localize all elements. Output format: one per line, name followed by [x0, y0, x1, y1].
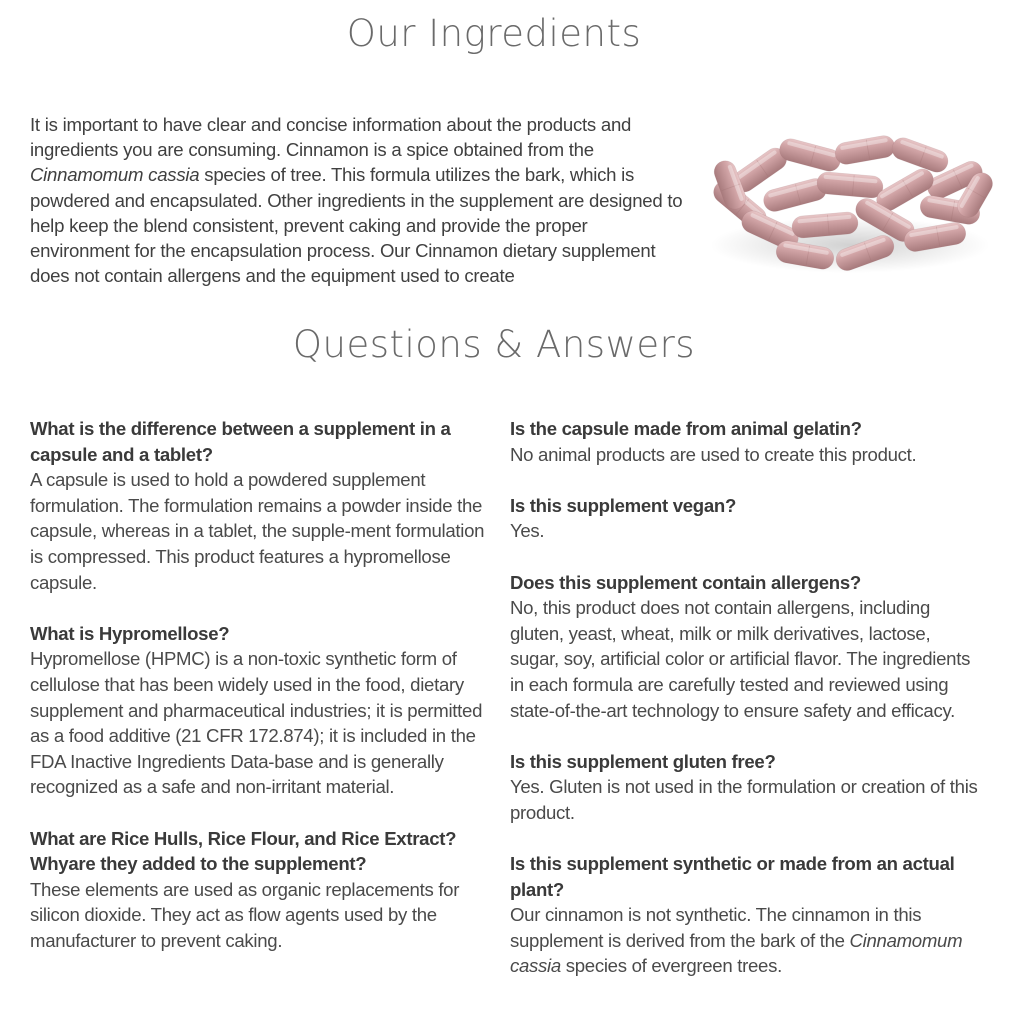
qa-title: Questions & Answers [292, 323, 696, 366]
qa-item [510, 416, 980, 467]
capsule-shape [777, 136, 843, 173]
capsules-image [700, 125, 1000, 275]
qa-left-column [30, 416, 490, 979]
intro-text-2: species of tree. This formula utilizes the bark, which is powdered and encapsulated. Other ingredients in the supplement are designed to help keep the blend consistent, prevent caking and provide the proper environment for the encapsulation process. Our Cinnamon dietary supplement does not contain allergens and the equipment used to create [30, 164, 683, 287]
answer-text-1: Our cinnamon is not synthetic. The cinnamon in this supplement is derived from the bark of the [510, 904, 922, 951]
qa-question: Is this supplement synthetic or made from an actual plant? [510, 853, 955, 900]
qa-question: What is the difference between a supplement in a capsule and a tablet? [30, 418, 451, 465]
qa-question: Is this supplement vegan? [510, 494, 737, 516]
qa-item [30, 416, 490, 595]
answer-species-name: Cinnamomum cassia [510, 929, 963, 977]
qa-right-column [510, 416, 980, 1005]
qa-item [510, 570, 980, 724]
qa-item [510, 749, 980, 826]
qa-answer: No animal products are used to create this product. [510, 443, 917, 465]
qa-question: Is this supplement gluten free? [510, 750, 776, 772]
qa-question: Does this supplement contain allergens? [510, 571, 861, 593]
qa-item [30, 621, 490, 800]
qa-answer: Yes. [510, 520, 545, 542]
qa-item [30, 826, 490, 954]
qa-answer [510, 902, 980, 979]
qa-question: What is Hypromellose? [30, 622, 230, 644]
qa-question: Is the capsule made from animal gelatin? [510, 418, 862, 439]
capsule-shape [816, 171, 884, 199]
qa-question: What are Rice Hulls, Rice Flour, and Rice Extract? Whyare they added to the supplement? [30, 827, 457, 875]
qa-answer: Yes. Gluten is not used in the formulation or creation of this product. [510, 776, 978, 823]
ingredients-title: Our Ingredients [346, 12, 642, 55]
qa-answer: A capsule is used to hold a powdered supplement formulation. The formulation remains a powder inside the capsule, whereas in a tablet, the supple-ment formulation is compressed. This product features a hypromellose capsule. [30, 469, 485, 593]
qa-answer: No, this product does not contain allergens, including gluten, yeast, wheat, milk or milk derivatives, lactose, sugar, soy, artificial color or artificial flavor. The ingredients in each formula are carefully tested and reviewed using state-of-the-art technology to ensure safety and efficacy. [510, 597, 971, 721]
capsule-shape [834, 134, 897, 166]
qa-answer: Hypromellose (HPMC) is a non-toxic synthetic form of cellulose that has been widely used in the food, dietary supplement and pharmaceutical industries; it is permitted as a food additive (21 CFR 172.874); it is included in the FDA Inactive Ingredients Data-base and is generally recognized as a safe and non-irritant material. [30, 648, 483, 798]
answer-text-2: species of evergreen trees. [560, 955, 782, 977]
qa-answer: These elements are used as organic replacements for silicon dioxide. They act as flow agents used by the manufacturer to prevent caking. [30, 878, 460, 951]
qa-item [510, 851, 980, 979]
ingredients-intro [30, 112, 690, 296]
intro-text-1: It is important to have clear and concise information about the products and ingredients you are consuming. Cinnamon is a spice obtained from the [30, 114, 632, 161]
intro-species-name: Cinnamomum cassia [30, 164, 200, 186]
qa-item [510, 493, 980, 544]
